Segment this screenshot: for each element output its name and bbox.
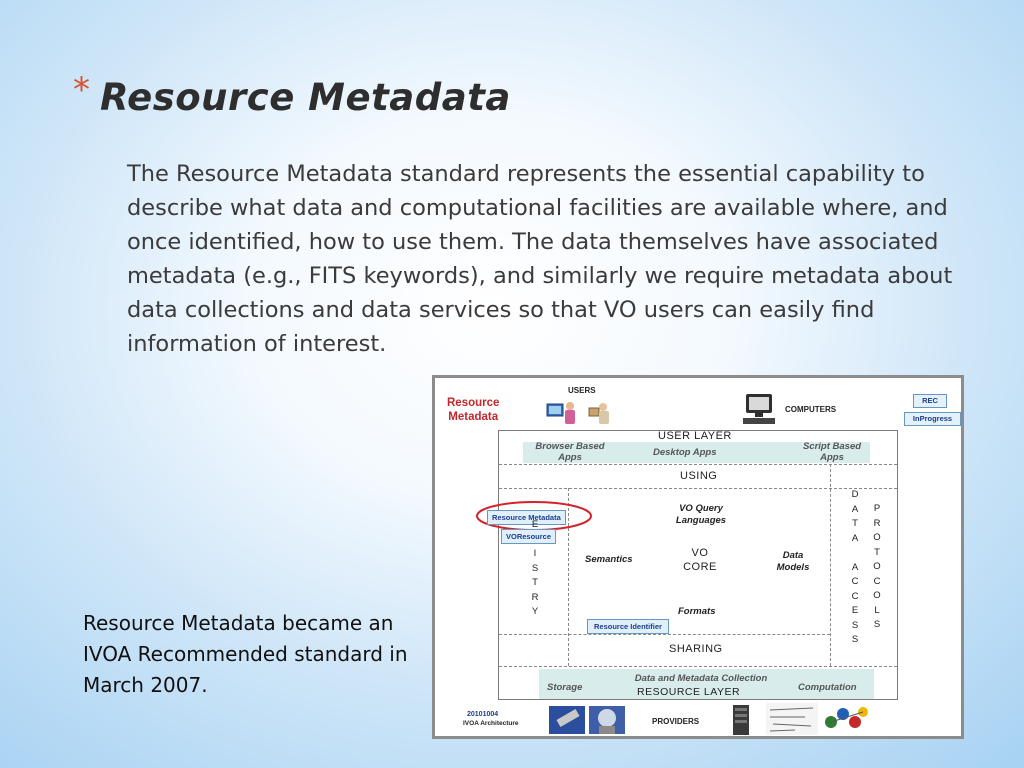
vo-core-label: VO CORE <box>683 547 717 573</box>
using-label: USING <box>680 470 718 482</box>
data-collection-label: Data and Metadata Collection <box>634 673 768 684</box>
version-label: IVOA Architecture <box>463 720 519 727</box>
title-bullet: * <box>73 70 90 110</box>
resource-metadata-tag: Resource Metadata <box>487 510 566 525</box>
browser-apps-label: Browser Based Apps <box>535 441 605 463</box>
rec-badge: REC <box>913 394 947 408</box>
formats-label: Formats <box>678 606 716 617</box>
equations-icon <box>765 702 819 736</box>
users-icon <box>545 398 617 428</box>
computers-label: COMPUTERS <box>785 405 837 414</box>
slide-title: Resource Metadata <box>100 76 511 119</box>
telescope-icon <box>547 704 627 736</box>
computer-icon <box>741 392 777 426</box>
diagram-red-title: Resource Metadata <box>447 397 500 423</box>
script-apps-label: Script Based Apps <box>802 441 862 463</box>
body-text: The Resource Metadata standard represents the essential capability to describe what data and computational facilities are available where, and once identified, how to use them. The data themselves have associated metadata (e.g., FITS keywords), and similarly we require metadata about data collections and data services so that VO users can easily find information of interest. <box>127 161 953 357</box>
data-access-divider <box>830 464 831 666</box>
providers-label: PROVIDERS <box>652 717 700 726</box>
registry-letters: E I S T R Y <box>531 519 539 617</box>
resource-layer-label: RESOURCE LAYER <box>637 686 741 698</box>
sharing-top-divider <box>499 634 830 635</box>
figure-caption: Resource Metadata became an IVOA Recommended standard in March 2007. <box>83 611 408 697</box>
protocols-letters: P R O T O C O L S <box>873 503 881 630</box>
ivoa-architecture-diagram <box>432 375 964 739</box>
data-models-label: Data Models <box>776 550 810 573</box>
sharing-label: SHARING <box>669 643 723 655</box>
using-divider <box>499 488 897 489</box>
version-code: 20101004 <box>467 711 499 718</box>
storage-label: Storage <box>547 682 583 693</box>
user-layer-divider <box>499 464 897 465</box>
resource-identifier-tag: Resource Identifier <box>587 619 669 634</box>
users-label: USERS <box>568 386 596 395</box>
vo-query-label: VO Query Languages <box>675 503 727 526</box>
user-layer-label: USER LAYER <box>658 430 732 442</box>
sharing-bottom-divider <box>499 666 897 667</box>
desktop-apps-label: Desktop Apps <box>653 447 717 458</box>
voresource-tag: VOResource <box>501 529 556 544</box>
inprogress-badge: InProgress <box>904 412 961 426</box>
computation-label: Computation <box>798 682 857 693</box>
semantics-label: Semantics <box>585 554 633 565</box>
data-access-letters: D A T A A C C E S S <box>851 489 859 645</box>
network-icon <box>823 704 869 734</box>
server-icon <box>729 704 753 736</box>
